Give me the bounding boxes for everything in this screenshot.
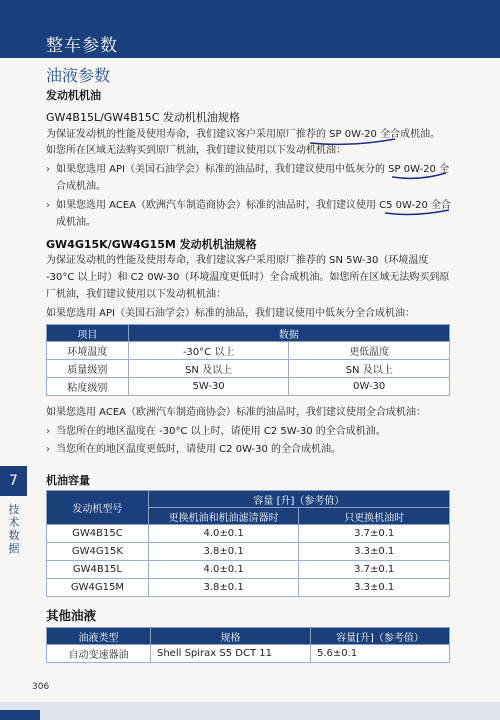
table-row [47, 525, 450, 543]
table-cell: GW4G15K [47, 543, 149, 561]
table-row [47, 561, 450, 579]
spec2-para-a: 为保证发动机的性能及使用寿命，我们建议客户采用原厂推荐的 SN 5W-30（环境温度 [46, 255, 429, 266]
chapter-tab: 7 [0, 466, 27, 496]
spec1-bullet-2-line-a: 如果您选用 ACEA（欧洲汽车制造商协会）标准的油品时，我们建议使用 C5 0W-20 全合 [56, 200, 452, 211]
table-row [47, 579, 450, 597]
table-cell: 4.0±0.1 [148, 525, 299, 543]
table-cell: 5W-30 [128, 378, 289, 396]
bullet-marker-icon: › [46, 426, 50, 437]
acea-bullet-2-text: 当您所在的地区温度更低时，请使用 C2 0W-30 的全合成机油。 [56, 444, 342, 455]
table-header-with-filter: 更换机油和机油滤清器时 [148, 508, 299, 525]
other-fluids-heading: 其他油液 [46, 608, 97, 623]
table-cell: 3.3±0.1 [299, 579, 450, 597]
page-title: 整车参数 [46, 36, 118, 56]
bullet-marker-icon: › [46, 200, 50, 211]
table-cell: SN 及以上 [289, 360, 450, 378]
table-cell: -30°C 以上 [128, 342, 289, 360]
table-cell: 粘度级别 [47, 378, 129, 396]
table-cell: 3.3±0.1 [299, 543, 450, 561]
table-header-model: 发动机型号 [47, 491, 149, 525]
page-number: 306 [32, 682, 50, 692]
spec1-bullet-1-line-b: 合成机油。 [56, 181, 106, 192]
table-cell: 自动变速器油 [47, 645, 151, 663]
table-row [47, 360, 450, 378]
acea-bullet-2 [46, 441, 454, 458]
table-header-capacity: 容量[升]（参考值） [311, 628, 450, 645]
table-header-item: 项目 [47, 325, 129, 342]
section-title: 油液参数 [46, 66, 111, 85]
table-cell: SN 及以上 [128, 360, 289, 378]
acea-para: 如果您选用 ACEA（欧洲汽车制造商协会）标准的油品时，我们建议使用全合成机油： [46, 407, 426, 418]
spec1-bullet-2-line-b: 成机油。 [56, 217, 96, 228]
acea-bullet-1-text: 当您所在的地区温度在 -30°C 以上时，请使用 C2 5W-30 的全合成机油。 [56, 426, 386, 437]
table-cell: 更低温度 [289, 342, 450, 360]
table-cell: 3.7±0.1 [299, 561, 450, 579]
table-header-row [47, 491, 450, 508]
underline-mark-2 [392, 173, 446, 178]
table-cell: 5.6±0.1 [311, 645, 450, 663]
table-header-type: 油液类型 [47, 628, 151, 645]
table-cell: 0W-30 [289, 378, 450, 396]
table-row [47, 342, 450, 360]
spec2-heading: GW4G15K/GW4G15M 发动机机油规格 [46, 238, 257, 251]
spec2-para-d: 如果您选用 API（美国石油学会）标准的油品，我们建议使用中低灰分全合成机油： [46, 308, 415, 319]
table-cell: 3.8±0.1 [148, 579, 299, 597]
table-cell: 3.8±0.1 [148, 543, 299, 561]
underline-mark-1 [310, 139, 395, 144]
table-header-row [47, 628, 450, 645]
spec1-para-b: 如您所在区域无法购买到原厂机油，我们建议使用以下发动机机油： [46, 145, 346, 156]
table-header-data: 数据 [128, 325, 449, 342]
capacity-heading: 机油容量 [46, 474, 90, 487]
underline-mark-3 [385, 210, 449, 214]
table-cell: Shell Spirax S5 DCT 11 [151, 645, 311, 663]
table-header-row [47, 325, 450, 342]
spec2-para-b: -30°C 以上时）和 C2 0W-30（环境温度更低时）全合成机油。如您所在区域无法购买到原 [46, 272, 450, 283]
bullet-marker-icon: › [46, 444, 50, 455]
table-header-capacity: 容量 [升]（参考值） [148, 491, 449, 508]
table-cell: 环境温度 [47, 342, 129, 360]
footer-accent [0, 710, 40, 720]
table-cell: GW4G15M [47, 579, 149, 597]
table-row [47, 543, 450, 561]
table-cell: 4.0±0.1 [148, 561, 299, 579]
table-row [47, 645, 450, 663]
bullet-marker-icon: › [46, 164, 50, 175]
capacity-table [46, 490, 450, 597]
footer-bar [0, 702, 500, 720]
table-cell: 3.7±0.1 [299, 525, 450, 543]
chapter-label: 技术数据 [8, 503, 20, 555]
table-cell: GW4B15C [47, 525, 149, 543]
oil-spec-table [46, 324, 450, 396]
spec1-bullet-1-line-a: 如果您选用 API（美国石油学会）标准的油品时，我们建议使用中低灰分的 SP 0W-20 全 [56, 164, 450, 175]
spec1-heading: GW4B15L/GW4B15C 发动机机油规格 [46, 111, 240, 124]
spec2-para-c: 厂机油，我们建议使用以下发动机机油： [46, 289, 226, 300]
table-header-oil-only: 只更换机油时 [299, 508, 450, 525]
table-row [47, 378, 450, 396]
spec1-para-a-text: 为保证发动机的性能及使用寿命，我们建议客户采用原厂推荐的 SP 0W-20 全合成机油。 [46, 129, 441, 140]
engine-oil-heading: 发动机机油 [46, 89, 101, 102]
table-cell: 质量级别 [47, 360, 129, 378]
acea-bullet-1 [46, 423, 454, 440]
other-fluids-table [46, 627, 450, 663]
table-cell: GW4B15L [47, 561, 149, 579]
table-header-spec: 规格 [151, 628, 311, 645]
